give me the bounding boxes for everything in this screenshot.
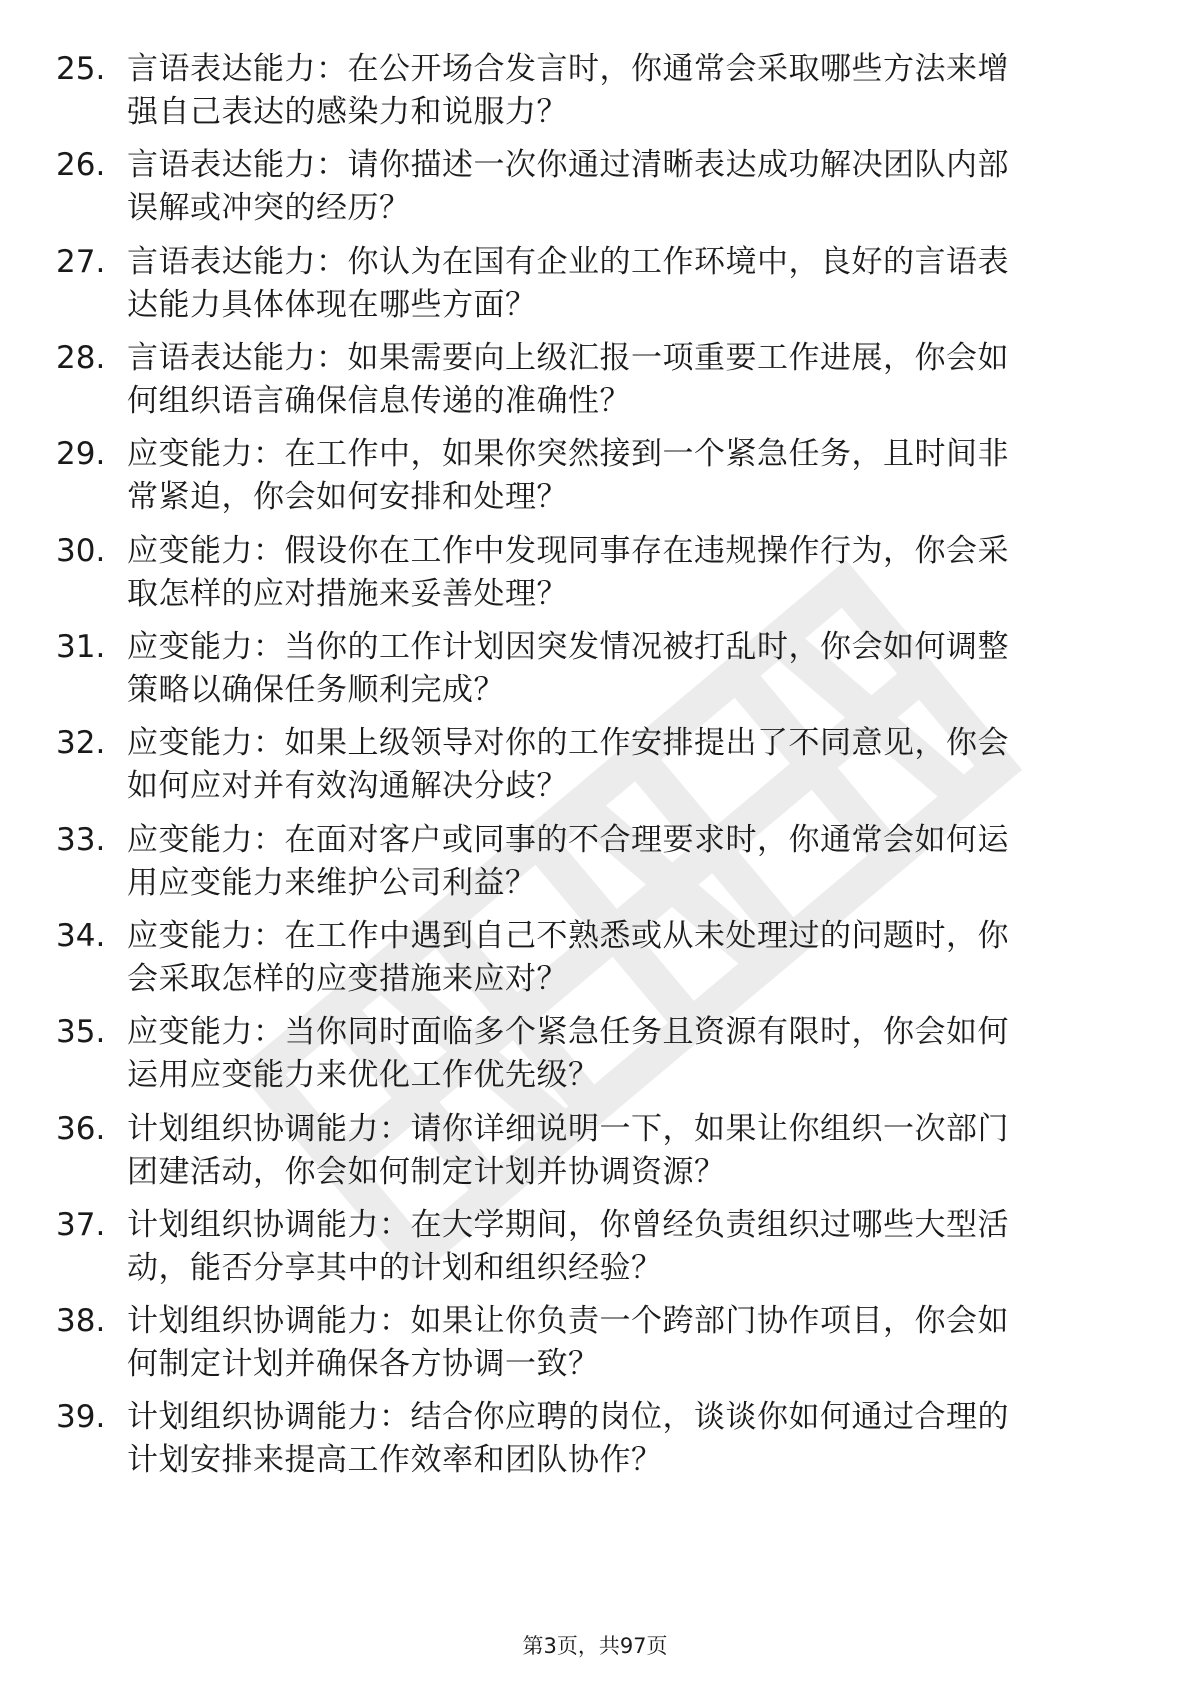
question-number: 34. (56, 918, 106, 954)
question-item (0, 1300, 1190, 1396)
question-item (0, 144, 1190, 240)
question-text-line-1: 计划组织协调能力：请你详细说明一下，如果让你组织一次部门 (127, 1111, 1009, 1147)
question-text-line-2: 策略以确保任务顺利完成？ (127, 672, 505, 708)
question-text (127, 241, 1137, 327)
question-number: 28. (56, 340, 106, 376)
question-number: 38. (56, 1303, 106, 1339)
question-item (0, 1396, 1190, 1492)
question-number: 39. (56, 1399, 106, 1435)
question-item (0, 48, 1190, 144)
question-text-line-2: 何制定计划并确保各方协调一致？ (127, 1346, 600, 1382)
question-text-line-2: 如何应对并有效沟通解决分歧？ (127, 768, 568, 804)
question-text (127, 915, 1137, 1001)
question-text-line-2: 团建活动，你会如何制定计划并协调资源？ (127, 1154, 726, 1190)
question-text-line-2: 何组织语言确保信息传递的准确性？ (127, 383, 631, 419)
question-text-line-1: 应变能力：如果上级领导对你的工作安排提出了不同意见，你会 (127, 725, 1009, 761)
question-text-line-2: 用应变能力来维护公司利益？ (127, 865, 537, 901)
question-text (127, 819, 1137, 905)
question-text-line-1: 言语表达能力：如果需要向上级汇报一项重要工作进展，你会如 (127, 340, 1009, 376)
question-text-line-1: 言语表达能力：你认为在国有企业的工作环境中，良好的言语表 (127, 244, 1009, 280)
question-item (0, 530, 1190, 626)
question-text (127, 433, 1137, 519)
question-number: 27. (56, 244, 106, 280)
question-text-line-1: 应变能力：在工作中遇到自己不熟悉或从未处理过的问题时，你 (127, 918, 1009, 954)
question-text (127, 722, 1137, 808)
question-text-line-1: 计划组织协调能力：结合你应聘的岗位，谈谈你如何通过合理的 (127, 1399, 1009, 1435)
question-text (127, 1300, 1137, 1386)
page-number: 第3页，共97页 (522, 1634, 668, 1658)
question-number: 25. (56, 51, 106, 87)
question-number: 35. (56, 1014, 106, 1050)
question-text-line-1: 应变能力：当你同时面临多个紧急任务且资源有限时，你会如何 (127, 1014, 1009, 1050)
question-text-line-1: 计划组织协调能力：在大学期间，你曾经负责组织过哪些大型活 (127, 1207, 1009, 1243)
question-text-line-1: 应变能力：假设你在工作中发现同事存在违规操作行为，你会采 (127, 533, 1009, 569)
question-text (127, 1396, 1137, 1482)
question-number: 36. (56, 1111, 106, 1147)
question-text-line-1: 计划组织协调能力：如果让你负责一个跨部门协作项目，你会如 (127, 1303, 1009, 1339)
question-item (0, 241, 1190, 337)
question-item (0, 1011, 1190, 1107)
question-text-line-1: 言语表达能力：请你描述一次你通过清晰表达成功解决团队内部 (127, 147, 1009, 183)
question-item (0, 337, 1190, 433)
question-text-line-2: 运用应变能力来优化工作优先级？ (127, 1057, 600, 1093)
question-number: 31. (56, 629, 106, 665)
question-text (127, 1011, 1137, 1097)
question-text-line-1: 应变能力：在面对客户或同事的不合理要求时，你通常会如何运 (127, 822, 1009, 858)
question-item (0, 722, 1190, 818)
question-text (127, 144, 1137, 230)
question-number: 29. (56, 436, 106, 472)
question-number: 33. (56, 822, 106, 858)
question-text-line-2: 强自己表达的感染力和说服力？ (127, 94, 568, 130)
question-text-line-2: 取怎样的应对措施来妥善处理？ (127, 576, 568, 612)
question-text (127, 1204, 1137, 1290)
question-text-line-1: 应变能力：当你的工作计划因突发情况被打乱时，你会如何调整 (127, 629, 1009, 665)
question-text (127, 48, 1137, 134)
question-item (0, 1204, 1190, 1300)
question-text-line-2: 计划安排来提高工作效率和团队协作？ (127, 1442, 663, 1478)
question-text-line-2: 常紧迫，你会如何安排和处理？ (127, 479, 568, 515)
question-text-line-2: 误解或冲突的经历？ (127, 190, 411, 226)
question-item (0, 1108, 1190, 1204)
question-number: 32. (56, 725, 106, 761)
question-item (0, 915, 1190, 1011)
question-text (127, 626, 1137, 712)
question-text-line-2: 会采取怎样的应变措施来应对？ (127, 961, 568, 997)
question-item (0, 626, 1190, 722)
question-text-line-2: 达能力具体体现在哪些方面？ (127, 287, 537, 323)
question-item (0, 819, 1190, 915)
question-text (127, 1108, 1137, 1194)
question-text-line-1: 言语表达能力：在公开场合发言时，你通常会采取哪些方法来增 (127, 51, 1009, 87)
question-number: 37. (56, 1207, 106, 1243)
question-text-line-1: 应变能力：在工作中，如果你突然接到一个紧急任务，且时间非 (127, 436, 1009, 472)
question-text-line-2: 动，能否分享其中的计划和组织经验？ (127, 1250, 663, 1286)
question-text (127, 337, 1137, 423)
question-number: 30. (56, 533, 106, 569)
question-item (0, 433, 1190, 529)
question-text (127, 530, 1137, 616)
question-number: 26. (56, 147, 106, 183)
